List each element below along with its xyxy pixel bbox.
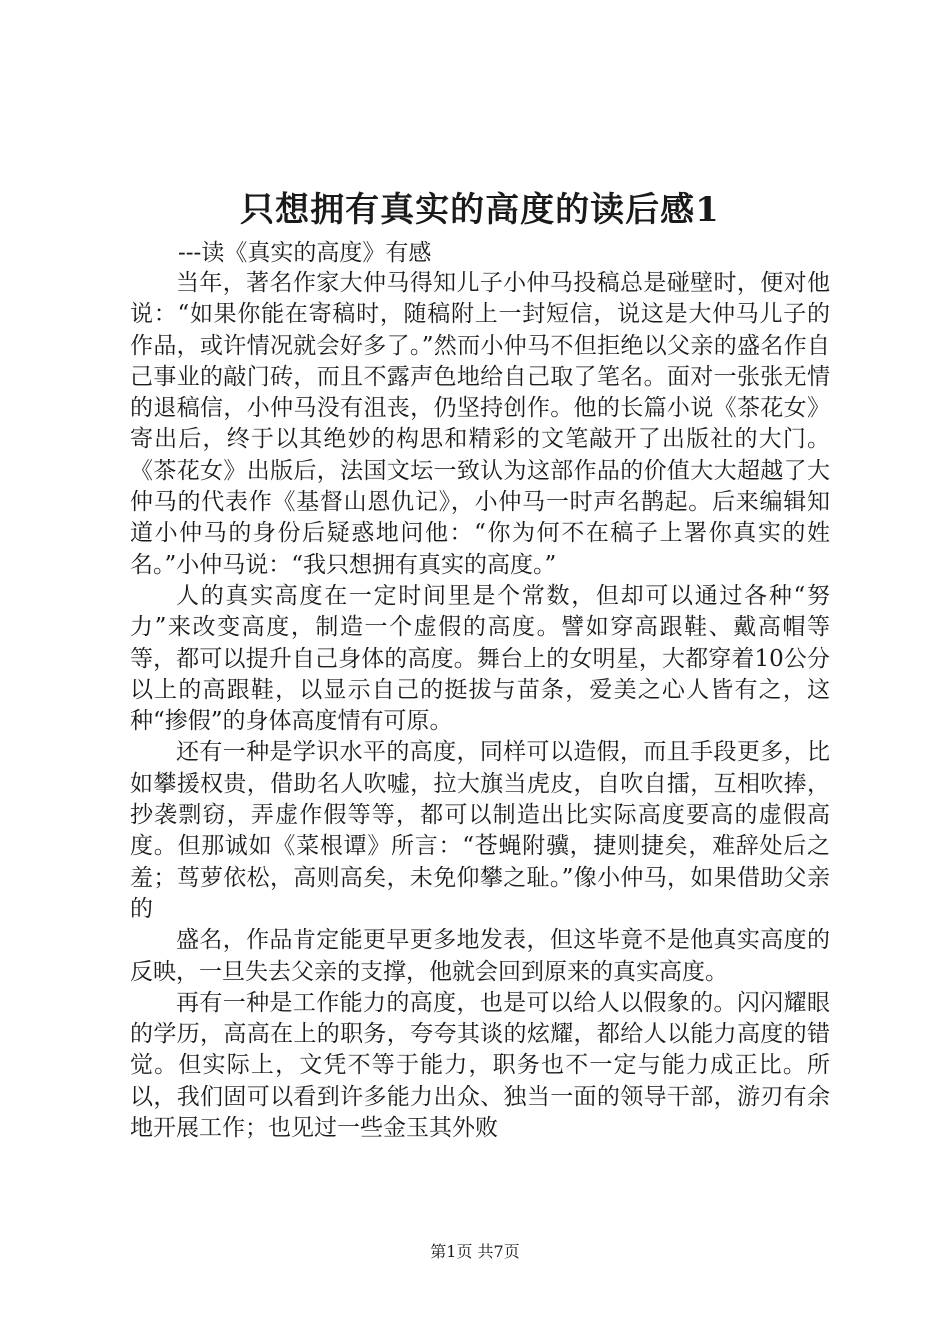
document-subtitle: ---读《真实的高度》有感	[178, 240, 432, 266]
body-paragraph: 人的真实高度在一定时间里是个常数，但却可以通过各种“努力”来改变高度，制造一个虚假的高度。譬如穿高跟鞋、戴高帽等等，都可以提升自己身体的高度。舞台上的女明星，大都穿着10公分以上的高跟鞋，以显示自己的挺拔与苗条，爱美之心人皆有之，这种“掺假”的身体高度情有可原。	[130, 582, 830, 735]
page-number-footer: 第1页 共7页	[430, 1242, 520, 1261]
document-body	[130, 268, 830, 1144]
body-paragraph: 再有一种是工作能力的高度，也是可以给人以假象的。闪闪耀眼的学历，高高在上的职务，夸夸其谈的炫耀，都给人以能力高度的错觉。但实际上，文凭不等于能力，职务也不一定与能力成正比。所以，我们固可以看到许多能力出众、独当一面的领导干部，游刃有余地开展工作；也见过一些金玉其外败	[130, 989, 830, 1142]
body-paragraph: 当年，著名作家大仲马得知儿子小仲马投稿总是碰壁时，便对他说：“如果你能在寄稿时，随稿附上一封短信，说这是大仲马儿子的作品，或许情况就会好多了。”然而小仲马不但拒绝以父亲的盛名作自己事业的敲门砖，而且不露声色地给自己取了笔名。面对一张张无情的退稿信，小仲马没有沮丧，仍坚持创作。他的长篇小说《茶花女》寄出后，终于以其绝妙的构思和精彩的文笔敲开了出版社的大门。《茶花女》出版后，法国文坛一致认为这部作品的价值大大超越了大仲马的代表作《基督山恩仇记》，小仲马一时声名鹊起。后来编辑知道小仲马的身份后疑惑地问他：“你为何不在稿子上署你真实的姓名。”小仲马说：“我只想拥有真实的高度。”	[130, 270, 830, 578]
body-paragraph: 还有一种是学识水平的高度，同样可以造假，而且手段更多，比如攀援权贵，借助名人吹嘘，拉大旗当虎皮，自吹自擂，互相吹捧，抄袭剽窃，弄虚作假等等，都可以制造出比实际高度要高的虚假高度。但那诚如《菜根谭》所言：“苍蝇附骥，捷则捷矣，难辞处后之羞；茑萝依松，高则高矣，未免仰攀之耻。”像小仲马，如果借助父亲的	[130, 739, 830, 922]
body-paragraph: 盛名，作品肯定能更早更多地发表，但这毕竟不是他真实高度的反映，一旦失去父亲的支撑，他就会回到原来的真实高度。	[130, 927, 830, 985]
document-title: 只想拥有真实的高度的读后感1	[240, 190, 720, 230]
